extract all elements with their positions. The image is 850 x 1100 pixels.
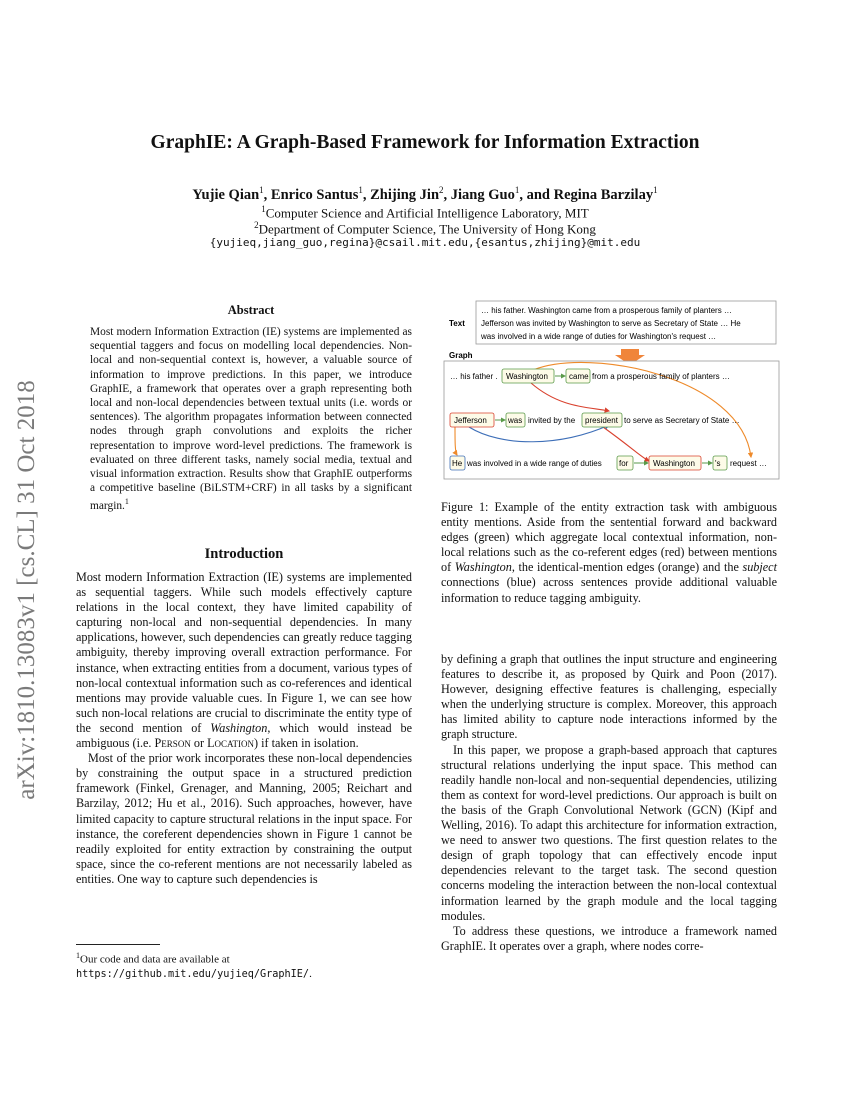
graph-context-text: … his father .: [450, 372, 498, 381]
author: Jiang Guo$^1$, and: [450, 185, 554, 203]
footnote-mark[interactable]: 1: [124, 497, 129, 507]
figure-text-line: was involved in a wide range of duties for Washington's request …: [481, 332, 717, 341]
footnote: $^1$Our code and data are available at https://github.mit.edu/yujieq/GraphIE/.: [76, 951, 312, 980]
paragraph: In this paper, we propose a graph-based approach that captures structural relations underlying the input space. This method can readily handle non-local and non-sequential dependencies, utilizing them as context for word-level predictions. Our approach is built on the basis of the Graph Convolutional Network (GCN) (Kipf and Welling, 2016). To adapt this architecture for information extraction, we need to answer two questions. The first question relates to the design of graph topology that can effectively encode input dependencies relevant to the target task. The second question concerns modeling the interaction between the non-local contextual information learned by the graph module and the local tagging modules.: [441, 742, 777, 923]
graph-node-label: president: [585, 416, 618, 425]
author: Yujie Qian$^1$,: [192, 185, 271, 203]
section-heading-introduction: Introduction: [204, 546, 284, 562]
intro-text: [76, 570, 412, 887]
graph-node-label: Washington: [653, 459, 695, 468]
affiliation: $^2$Department of Computer Science, The University of Hong Kong: [254, 220, 596, 237]
figure-text-line: … his father. Washington came from a prosperous family of planters …: [481, 306, 732, 315]
graph-context-text: invited by the: [528, 416, 576, 425]
footnote-rule: [76, 944, 160, 945]
graph-node-label: for: [619, 459, 629, 468]
paragraph: by defining a graph that outlines the input structure and engineering features to describe it, as proposed by Quirk and Poon (2017). However, designing effective features is challenging, especially when the underlying structure is complex. Moreover, this approach has limited ability to capture node interactions informed by the graph structure.: [441, 652, 777, 742]
figure-text-line: Jefferson was invited by Washington to serve as Secretary of State … He: [481, 319, 741, 328]
figure-text-label: Text: [449, 319, 465, 328]
graph-context-text: from a prosperous family of planters …: [592, 372, 730, 381]
paragraph: Most modern Information Extraction (IE) systems are implemented as sequential taggers. While such models effectively capture relations in the local context, they have limited capability of capturing non-local and non-sequential dependencies. In many applications, however, such dependencies can greatly reduce tagging ambiguity, thereby improving overall extraction performance. For instance, when extracting entities from a document, various types of non-local contextual information such as co-references and identical mentions may provide valuable cues. In Figure 1, we can see how such non-local relations are crucial to discriminate the entity type of the second mention of Washington, which would instead be ambiguous (i.e. Person or Location) if taken in isolation.: [76, 570, 412, 751]
author-list: [0, 185, 850, 204]
author: Zhijing Jin$^2$,: [370, 185, 451, 203]
figure-graph-label: Graph: [449, 351, 473, 360]
affiliation: $^1$Computer Science and Artificial Intelligence Laboratory, MIT: [261, 204, 589, 221]
figure-1: [441, 297, 781, 487]
graph-node-label: 's: [715, 459, 721, 468]
graph-node-label: He: [452, 459, 463, 468]
abstract-body: Most modern Information Extraction (IE) systems are implemented as sequential taggers and focus on modelling local dependencies. Non-local and non-sequential context is, however, a valuable source of information to improve predictions. In this paper, we introduce GraphIE, a framework that operates over a graph representing both local and non-local dependencies between textual units (i.e. words or sentences). The algorithm propagates information between connected nodes through graph convolutions and exploits the richer representation to improve word-level predictions. The framework is evaluated on three different tasks, namely social media, textual and visual information extraction. Results show that GraphIE outperforms a competitive baseline (BiLSTM+CRF) in all tasks by a significant margin.$^1$: [90, 326, 412, 513]
author: Enrico Santus$^1$,: [270, 185, 371, 203]
arxiv-stamp-text: arXiv:1810.13083v1 [cs.CL] 31 Oct 2018: [13, 380, 40, 800]
abstract-heading: Abstract: [227, 303, 275, 317]
paragraph: Most of the prior work incorporates these non-local dependencies by constraining the output space in a structured prediction framework (Finkel, Grenager, and Manning, 2005; Reichart and Barzilay, 2012; Hu et al., 2016). Such approaches, however, have limited capacity to capture structural relations in the input space. For instance, the coreferent dependencies shown in Figure 1 cannot be readily exploited for entity extraction by constraining the output space, since the co-referent mentions are not necessarily labeled as entities. One way to capture such dependencies is: [76, 751, 412, 886]
code-url-link[interactable]: https://github.mit.edu/yujieq/GraphIE/: [76, 968, 310, 980]
author: Regina Barzilay$^1$: [553, 185, 658, 203]
graph-context-text: to serve as Secretary of State …: [624, 416, 740, 425]
paper-title: GraphIE: A Graph-Based Framework for Information Extraction: [150, 132, 700, 153]
graph-node-label: was: [508, 416, 523, 425]
graph-context-text: request …: [730, 459, 767, 468]
graph-node-label: came: [569, 372, 589, 381]
graph-node-label: Washington: [506, 372, 548, 381]
figure-1-caption: Figure 1: Example of the entity extraction task with ambiguous entity mentions. Aside from the sentential forward and backward edges (green) which aggregate local contextual information, non-local relations such as the co-referent edges (red) between mentions of Washington, the identical-mention edges (orange) and the subject connections (blue) across sentences provide additional valuable information to reduce tagging ambiguity.: [441, 500, 777, 605]
paragraph: To address these questions, we introduce a framework named GraphIE. It operates over a graph, where nodes corre-: [441, 923, 777, 953]
graph-node-label: Jefferson: [454, 416, 487, 425]
right-column-text: [441, 652, 777, 954]
graph-context-text: was involved in a wide range of duties: [467, 459, 602, 468]
arxiv-stamp: [6, 300, 48, 880]
author-emails: {yujieq,jiang_guo,regina}@csail.mit.edu,{esantus,zhijing}@mit.edu: [209, 236, 641, 249]
